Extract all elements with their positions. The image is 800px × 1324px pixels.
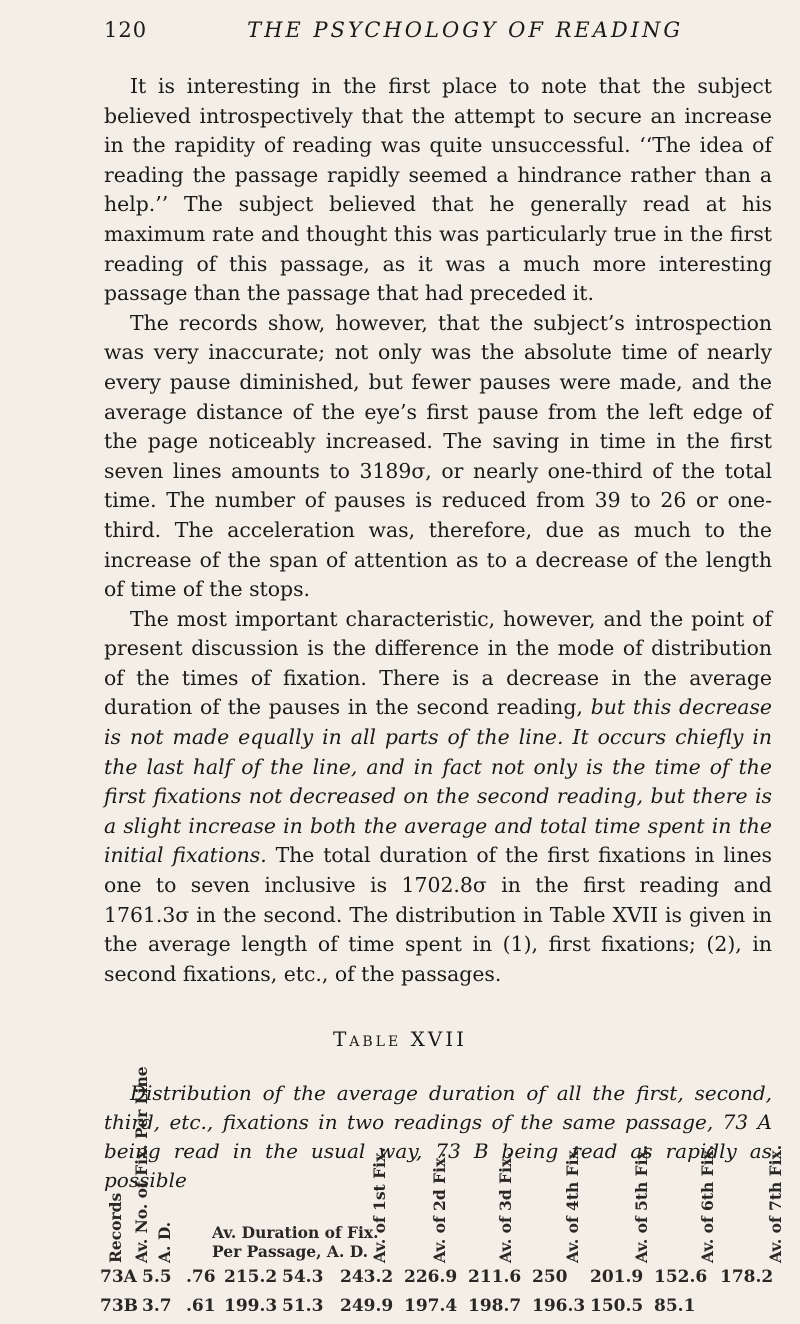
table-cell: 196.3 — [532, 1296, 586, 1316]
table-cell: 178.2 — [720, 1267, 774, 1287]
table-cell: 73B — [100, 1296, 139, 1316]
table-row — [100, 1267, 790, 1291]
column-header: Av. of 6th Fix. — [698, 1144, 717, 1263]
column-header: Av. Duration of Fix. Per Passage, A. D. — [212, 1223, 379, 1261]
table-cell: 150.5 — [590, 1296, 644, 1316]
running-title: THE PSYCHOLOGY OF READING — [247, 18, 684, 42]
paragraph: The records show, however, that the subject’s introspection was very inaccurate; not only was the absolute time of nearly every pause diminished, but fewer pauses were made, and the average distance of the eye’s first pause from the left edge of the page noticeably increased. The saving in time in the first seven lines amounts to 3189σ, or nearly one-third of the total time. The number of pauses is reduced from 39 to 26 or one-third. The acceleration was, therefore, due as much to the increase of the span of attention as to a decrease of the length of time of the stops. — [104, 310, 772, 602]
table-cell: 215.2 — [224, 1267, 278, 1287]
paragraph-text: The most important characteristic, however, and the point of present discussion is the difference in the mode of distribution of the times of fixation. There is a decrease in the average duration of the pauses in the second reading, — [104, 606, 772, 720]
paragraph-emphasis: but this decrease is not made equally in all parts of the line. It occurs chiefly in the last half of the line, and in fact not only is the time of the first fixations not decreased on the second reading, but there is a slight increase in both the average and total time spent in the initial fixations. — [104, 695, 773, 868]
column-header: A. D. — [155, 1221, 174, 1263]
column-header: Av. of 3d Fix. — [496, 1152, 515, 1263]
column-header: Av. of 4th Fix. — [563, 1144, 582, 1263]
table-cell: 85.1 — [654, 1296, 696, 1316]
table-cell: 211.6 — [468, 1267, 522, 1287]
table-cell: 226.9 — [404, 1267, 458, 1287]
table-cell: 51.3 — [282, 1296, 324, 1316]
table-cell: 243.2 — [340, 1267, 394, 1287]
column-header: Av. of 1st Fix. — [370, 1147, 389, 1263]
table-caption: Distribution of the average duration of all the first, second, third, etc., fixations in two readings of the same passage, 73 A being read in the usual way, 73 B being read as rapidly as possible — [104, 1081, 772, 1192]
table-cell: 249.9 — [340, 1296, 394, 1316]
table-cell: 199.3 — [224, 1296, 278, 1316]
table-cell: 3.7 — [142, 1296, 172, 1316]
page-header — [104, 18, 760, 42]
table-title — [0, 1027, 800, 1051]
column-header: Av. No. of Fix. Per Line — [132, 1066, 151, 1263]
table-title-prefix: Table — [332, 1027, 402, 1051]
table-cell: 197.4 — [404, 1296, 458, 1316]
paragraph-text: The total duration of the first fixations in lines one to seven inclusive is 1702.8σ in the first reading and 1761.3σ in the second. The distribution in Table XVII is given in the average length of time spent in (1), first fixations; (2), in second fixations, etc., of the passages. — [104, 843, 772, 986]
page-number: 120 — [104, 18, 148, 42]
table-cell: 73A — [100, 1267, 137, 1287]
column-header: Av. of 7th Fix. — [766, 1144, 785, 1263]
table-cell: 250 — [532, 1267, 568, 1287]
table-cell: .61 — [186, 1296, 216, 1316]
table-row — [100, 1296, 790, 1320]
table-cell: 152.6 — [654, 1267, 708, 1287]
table-title-number: XVII — [410, 1027, 468, 1051]
column-header: Av. of 2d Fix. — [430, 1152, 449, 1263]
body-text — [104, 72, 772, 989]
paragraph: It is interesting in the first place to note that the subject believed introspectively that the attempt to secure an increase in the rapidity of reading was quite unsuccessful. ‘‘The idea of reading the passage rapidly seemed a hindrance rather than a help.’’ The subject believed that he generally read at his maximum rate and thought this was particularly true in the first reading of this passage, as it was a much more interesting passage than the passage that had preceded it. — [104, 74, 772, 306]
table-cell: .76 — [186, 1267, 216, 1287]
table-cell: 54.3 — [282, 1267, 324, 1287]
table-cell: 5.5 — [142, 1267, 172, 1287]
paragraph — [104, 605, 772, 990]
table-cell: 201.9 — [590, 1267, 644, 1287]
column-header: Av. of 5th Fix. — [632, 1144, 651, 1263]
column-header: Records — [106, 1192, 125, 1263]
table-cell: 198.7 — [468, 1296, 522, 1316]
